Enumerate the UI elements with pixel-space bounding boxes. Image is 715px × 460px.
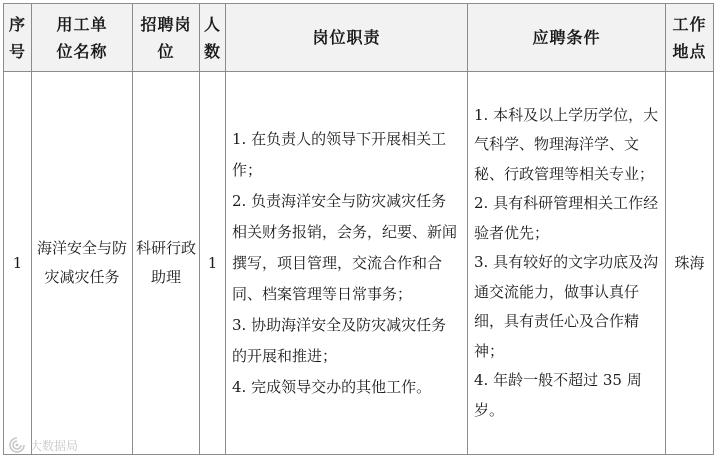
duty-item: 2. 负责海洋安全与防灾减灾任务相关财务报销，会务，纪要、新闻撰写，项目管理，交流合作和合同、档案管理等日常事务； [232, 191, 458, 303]
duty-item: 1. 在负责人的领导下开展相关工作； [232, 129, 447, 179]
cell-no: 1 [4, 72, 32, 455]
recruitment-table [3, 3, 714, 455]
table-header [4, 4, 714, 72]
header-no: 序号 [4, 4, 32, 72]
cell-post: 科研行政助理 [133, 72, 200, 455]
header-requirements: 应聘条件 [468, 4, 666, 72]
cell-duties [226, 72, 468, 455]
requirement-item: 4. 年龄一般不超过 35 周岁。 [474, 371, 642, 419]
watermark [8, 436, 78, 454]
duty-item: 4. 完成领导交办的其他工作。 [232, 377, 432, 396]
duties-list [232, 124, 461, 403]
header-post: 招聘岗位 [133, 4, 200, 72]
cell-count: 1 [200, 72, 226, 455]
watermark-text: 大数据局 [30, 438, 79, 453]
table-body [4, 72, 714, 455]
header-unit: 用工单位名称 [32, 4, 133, 72]
table-row [4, 72, 714, 455]
duty-item: 3. 协助海洋安全及防灾减灾任务的开展和推进； [232, 315, 447, 365]
header-count: 人数 [200, 4, 226, 72]
requirement-item: 1. 本科及以上学历学位，大气科学、物理海洋学、文秘、行政管理等相关专业； [474, 105, 659, 183]
header-duties: 岗位职责 [226, 4, 468, 72]
logo-swirl-icon [8, 436, 26, 454]
cell-requirements [468, 72, 666, 455]
requirement-item: 2. 具有科研管理相关工作经验者优先； [474, 194, 659, 242]
header-row [4, 4, 714, 72]
requirement-item: 3. 具有较好的文字功底及沟通交流能力，做事认真仔细，具有责任心及合作精神； [474, 253, 659, 360]
header-location: 工作地点 [666, 4, 714, 72]
requirements-list [474, 101, 659, 426]
cell-location: 珠海 [666, 72, 714, 455]
cell-unit: 海洋安全与防灾减灾任务 [32, 72, 133, 455]
